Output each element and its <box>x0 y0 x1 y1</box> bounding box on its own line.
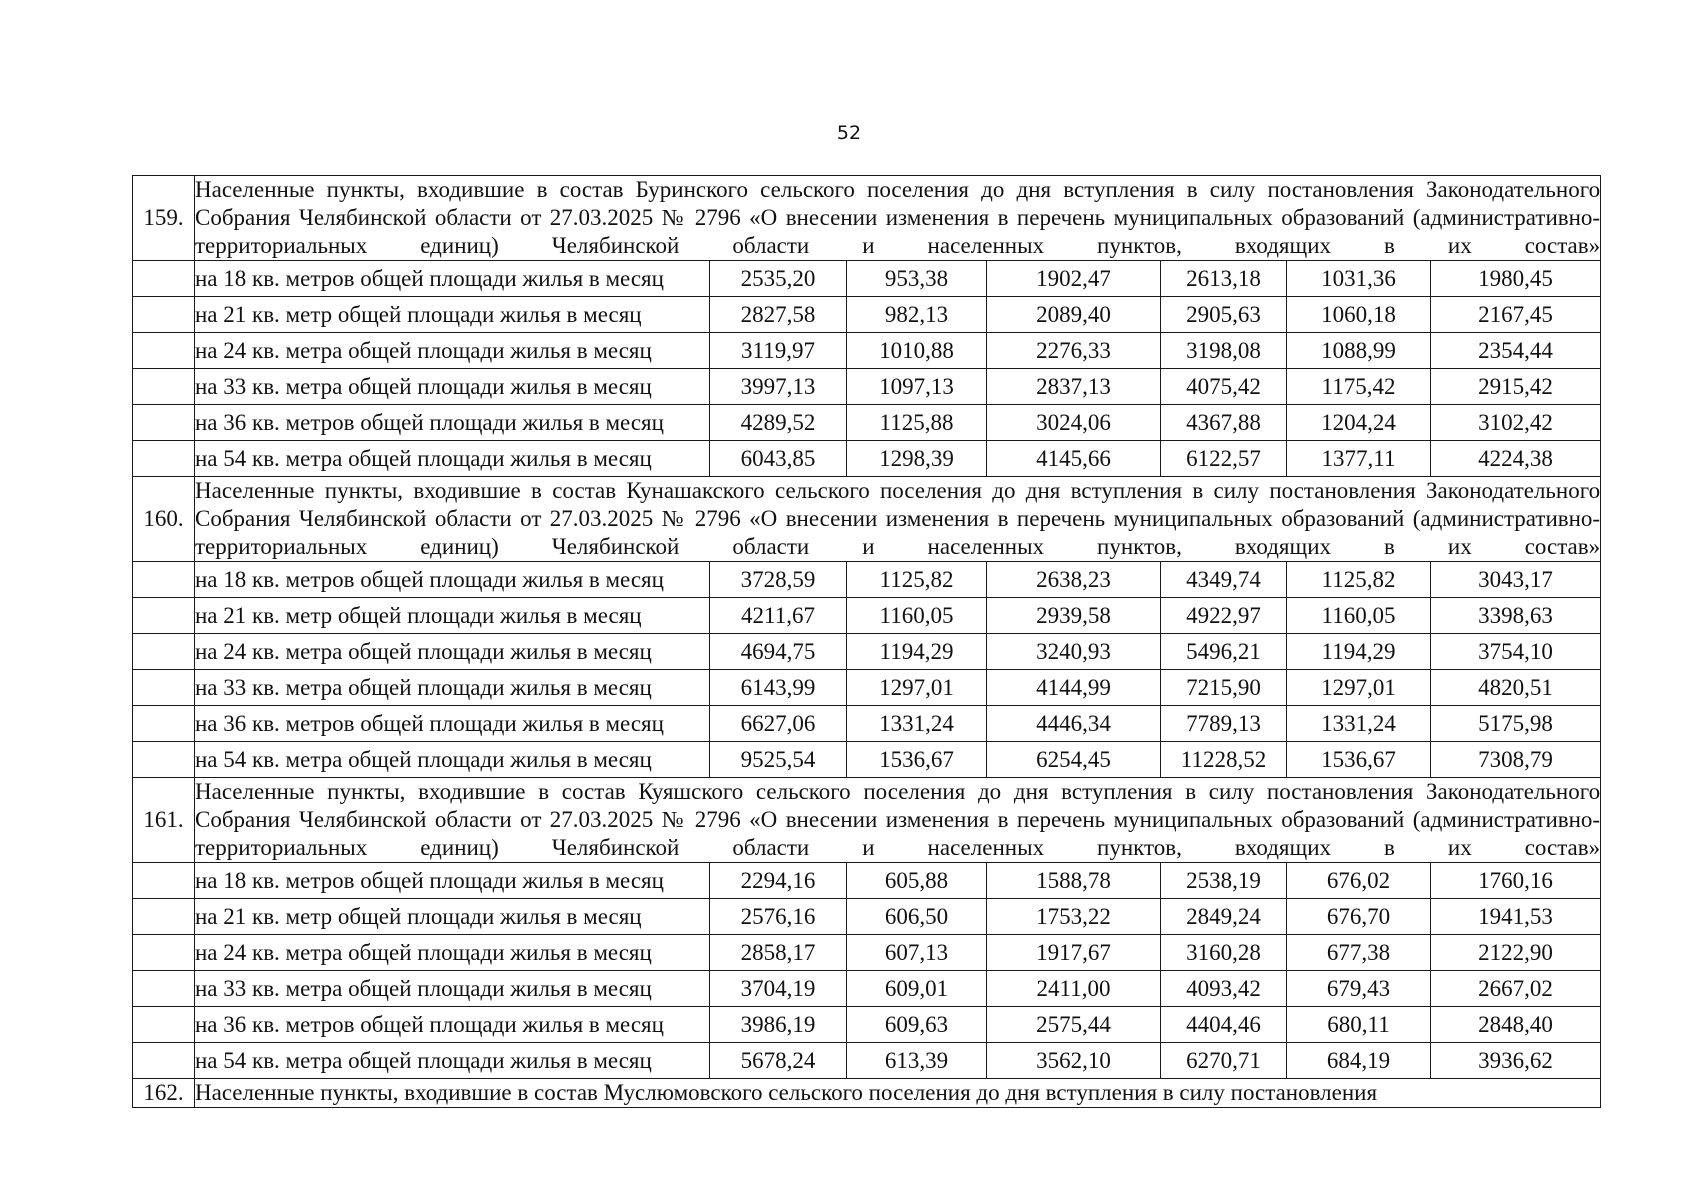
value-cell: 3986,19 <box>710 1007 847 1043</box>
value-cell: 2613,18 <box>1161 261 1287 297</box>
row-label: на 36 кв. метров общей площади жилья в месяц <box>195 1007 710 1043</box>
value-cell: 2849,24 <box>1161 899 1287 935</box>
section-heading-row <box>133 477 1601 562</box>
row-number-cell <box>133 297 195 333</box>
row-number-cell <box>133 261 195 297</box>
row-label: на 21 кв. метр общей площади жилья в месяц <box>195 297 710 333</box>
value-cell: 4093,42 <box>1161 971 1287 1007</box>
value-cell: 3043,17 <box>1431 562 1601 598</box>
value-cell: 1902,47 <box>987 261 1161 297</box>
row-number-cell <box>133 369 195 405</box>
table-row <box>133 261 1601 297</box>
value-cell: 1194,29 <box>847 634 987 670</box>
row-number-cell <box>133 899 195 935</box>
value-cell: 1297,01 <box>847 670 987 706</box>
value-cell: 3198,08 <box>1161 333 1287 369</box>
value-cell: 4446,34 <box>987 706 1161 742</box>
value-cell: 2294,16 <box>710 863 847 899</box>
value-cell: 3119,97 <box>710 333 847 369</box>
row-number-cell <box>133 562 195 598</box>
value-cell: 3398,63 <box>1431 598 1601 634</box>
value-cell: 3160,28 <box>1161 935 1287 971</box>
table-row <box>133 634 1601 670</box>
value-cell: 1980,45 <box>1431 261 1601 297</box>
value-cell: 3936,62 <box>1431 1043 1601 1079</box>
value-cell: 3240,93 <box>987 634 1161 670</box>
value-cell: 2638,23 <box>987 562 1161 598</box>
section-number: 162. <box>133 1079 195 1108</box>
value-cell: 3754,10 <box>1431 634 1601 670</box>
value-cell: 1088,99 <box>1287 333 1431 369</box>
value-cell: 2538,19 <box>1161 863 1287 899</box>
value-cell: 2575,44 <box>987 1007 1161 1043</box>
row-label: на 18 кв. метров общей площади жилья в месяц <box>195 562 710 598</box>
table-row <box>133 562 1601 598</box>
section-heading-row <box>133 778 1601 863</box>
value-cell: 2411,00 <box>987 971 1161 1007</box>
value-cell: 676,02 <box>1287 863 1431 899</box>
row-label: на 36 кв. метров общей площади жилья в месяц <box>195 405 710 441</box>
table-row <box>133 1043 1601 1079</box>
row-number-cell <box>133 971 195 1007</box>
value-cell: 4367,88 <box>1161 405 1287 441</box>
value-cell: 1097,13 <box>847 369 987 405</box>
value-cell: 3562,10 <box>987 1043 1161 1079</box>
row-number-cell <box>133 670 195 706</box>
value-cell: 1377,11 <box>1287 441 1431 477</box>
value-cell: 4289,52 <box>710 405 847 441</box>
row-number-cell <box>133 742 195 778</box>
value-cell: 2576,16 <box>710 899 847 935</box>
section-number: 160. <box>133 477 195 562</box>
value-cell: 1331,24 <box>847 706 987 742</box>
row-label: на 24 кв. метра общей площади жилья в месяц <box>195 935 710 971</box>
value-cell: 1194,29 <box>1287 634 1431 670</box>
value-cell: 4075,42 <box>1161 369 1287 405</box>
value-cell: 1125,82 <box>847 562 987 598</box>
row-label: на 24 кв. метра общей площади жилья в месяц <box>195 634 710 670</box>
value-cell: 3728,59 <box>710 562 847 598</box>
value-cell: 2089,40 <box>987 297 1161 333</box>
row-label: на 54 кв. метра общей площади жилья в месяц <box>195 1043 710 1079</box>
value-cell: 1060,18 <box>1287 297 1431 333</box>
value-cell: 1917,67 <box>987 935 1161 971</box>
value-cell: 6270,71 <box>1161 1043 1287 1079</box>
value-cell: 6627,06 <box>710 706 847 742</box>
value-cell: 2915,42 <box>1431 369 1601 405</box>
value-cell: 2535,20 <box>710 261 847 297</box>
table-row <box>133 899 1601 935</box>
value-cell: 4922,97 <box>1161 598 1287 634</box>
value-cell: 1175,42 <box>1287 369 1431 405</box>
value-cell: 609,63 <box>847 1007 987 1043</box>
section-heading: Населенные пункты, входившие в состав Буринского сельского поселения до дня вступления в силу постановления Законодательного Собрания Челябинской области от 27.03.2025 № 2796 «О внесении изменения в перечень муниципальных образований (административно-территориальных единиц) Челябинской области и населенных пунктов, входящих в их состав» <box>195 176 1601 261</box>
value-cell: 684,19 <box>1287 1043 1431 1079</box>
value-cell: 5496,21 <box>1161 634 1287 670</box>
row-label: на 24 кв. метра общей площади жилья в месяц <box>195 333 710 369</box>
value-cell: 2939,58 <box>987 598 1161 634</box>
row-label: на 54 кв. метра общей площади жилья в месяц <box>195 742 710 778</box>
value-cell: 679,43 <box>1287 971 1431 1007</box>
section-heading: Населенные пункты, входившие в состав Муслюмовского сельского поселения до дня вступления в силу постановления <box>195 1079 1601 1108</box>
table-row <box>133 670 1601 706</box>
row-label: на 21 кв. метр общей площади жилья в месяц <box>195 899 710 935</box>
value-cell: 982,13 <box>847 297 987 333</box>
value-cell: 2122,90 <box>1431 935 1601 971</box>
value-cell: 1588,78 <box>987 863 1161 899</box>
row-label: на 18 кв. метров общей площади жилья в месяц <box>195 261 710 297</box>
value-cell: 1204,24 <box>1287 405 1431 441</box>
value-cell: 613,39 <box>847 1043 987 1079</box>
row-number-cell <box>133 441 195 477</box>
section-number: 161. <box>133 778 195 863</box>
value-cell: 4145,66 <box>987 441 1161 477</box>
section-heading: Населенные пункты, входившие в состав Кунашакского сельского поселения до дня вступления в силу постановления Законодательного Собрания Челябинской области от 27.03.2025 № 2796 «О внесении изменения в перечень муниципальных образований (административно-территориальных единиц) Челябинской области и населенных пунктов, входящих в их состав» <box>195 477 1601 562</box>
value-cell: 1297,01 <box>1287 670 1431 706</box>
table-row <box>133 405 1601 441</box>
value-cell: 4404,46 <box>1161 1007 1287 1043</box>
value-cell: 7215,90 <box>1161 670 1287 706</box>
table-row <box>133 369 1601 405</box>
value-cell: 680,11 <box>1287 1007 1431 1043</box>
value-cell: 1760,16 <box>1431 863 1601 899</box>
row-label: на 33 кв. метра общей площади жилья в месяц <box>195 971 710 1007</box>
value-cell: 2858,17 <box>710 935 847 971</box>
value-cell: 1536,67 <box>1287 742 1431 778</box>
value-cell: 2848,40 <box>1431 1007 1601 1043</box>
value-cell: 2905,63 <box>1161 297 1287 333</box>
row-number-cell <box>133 333 195 369</box>
table-row <box>133 598 1601 634</box>
value-cell: 7789,13 <box>1161 706 1287 742</box>
row-label: на 54 кв. метра общей площади жилья в месяц <box>195 441 710 477</box>
value-cell: 4820,51 <box>1431 670 1601 706</box>
value-cell: 4224,38 <box>1431 441 1601 477</box>
table-row <box>133 935 1601 971</box>
value-cell: 2276,33 <box>987 333 1161 369</box>
row-label: на 36 кв. метров общей площади жилья в месяц <box>195 706 710 742</box>
row-number-cell <box>133 863 195 899</box>
value-cell: 5678,24 <box>710 1043 847 1079</box>
value-cell: 2354,44 <box>1431 333 1601 369</box>
table-row <box>133 706 1601 742</box>
tariff-table <box>132 175 1601 1108</box>
value-cell: 1160,05 <box>847 598 987 634</box>
section-heading-row <box>133 1079 1601 1108</box>
row-number-cell <box>133 935 195 971</box>
table-row <box>133 971 1601 1007</box>
value-cell: 6254,45 <box>987 742 1161 778</box>
value-cell: 953,38 <box>847 261 987 297</box>
value-cell: 2837,13 <box>987 369 1161 405</box>
section-number: 159. <box>133 176 195 261</box>
row-number-cell <box>133 598 195 634</box>
row-number-cell <box>133 405 195 441</box>
section-heading-row <box>133 176 1601 261</box>
value-cell: 607,13 <box>847 935 987 971</box>
value-cell: 4144,99 <box>987 670 1161 706</box>
value-cell: 1753,22 <box>987 899 1161 935</box>
value-cell: 606,50 <box>847 899 987 935</box>
value-cell: 1160,05 <box>1287 598 1431 634</box>
value-cell: 1010,88 <box>847 333 987 369</box>
value-cell: 1031,36 <box>1287 261 1431 297</box>
value-cell: 5175,98 <box>1431 706 1601 742</box>
value-cell: 11228,52 <box>1161 742 1287 778</box>
table-row <box>133 863 1601 899</box>
row-label: на 33 кв. метра общей площади жилья в месяц <box>195 369 710 405</box>
table-row <box>133 441 1601 477</box>
row-number-cell <box>133 634 195 670</box>
value-cell: 4349,74 <box>1161 562 1287 598</box>
row-number-cell <box>133 706 195 742</box>
table-row <box>133 1007 1601 1043</box>
value-cell: 9525,54 <box>710 742 847 778</box>
table-row <box>133 333 1601 369</box>
value-cell: 3997,13 <box>710 369 847 405</box>
value-cell: 2167,45 <box>1431 297 1601 333</box>
row-label: на 21 кв. метр общей площади жилья в месяц <box>195 598 710 634</box>
value-cell: 1125,88 <box>847 405 987 441</box>
value-cell: 3704,19 <box>710 971 847 1007</box>
section-heading: Населенные пункты, входившие в состав Куяшского сельского поселения до дня вступления в силу постановления Законодательного Собрания Челябинской области от 27.03.2025 № 2796 «О внесении изменения в перечень муниципальных образований (административно-территориальных единиц) Челябинской области и населенных пунктов, входящих в их состав» <box>195 778 1601 863</box>
value-cell: 676,70 <box>1287 899 1431 935</box>
value-cell: 7308,79 <box>1431 742 1601 778</box>
value-cell: 2667,02 <box>1431 971 1601 1007</box>
value-cell: 2827,58 <box>710 297 847 333</box>
page-number: 52 <box>836 122 862 144</box>
value-cell: 4694,75 <box>710 634 847 670</box>
value-cell: 6143,99 <box>710 670 847 706</box>
table-row <box>133 742 1601 778</box>
value-cell: 3024,06 <box>987 405 1161 441</box>
row-label: на 18 кв. метров общей площади жилья в месяц <box>195 863 710 899</box>
row-number-cell <box>133 1043 195 1079</box>
value-cell: 6043,85 <box>710 441 847 477</box>
value-cell: 1536,67 <box>847 742 987 778</box>
value-cell: 605,88 <box>847 863 987 899</box>
value-cell: 1941,53 <box>1431 899 1601 935</box>
value-cell: 1125,82 <box>1287 562 1431 598</box>
value-cell: 677,38 <box>1287 935 1431 971</box>
value-cell: 609,01 <box>847 971 987 1007</box>
value-cell: 1331,24 <box>1287 706 1431 742</box>
value-cell: 4211,67 <box>710 598 847 634</box>
value-cell: 6122,57 <box>1161 441 1287 477</box>
value-cell: 3102,42 <box>1431 405 1601 441</box>
table-row <box>133 297 1601 333</box>
value-cell: 1298,39 <box>847 441 987 477</box>
row-number-cell <box>133 1007 195 1043</box>
row-label: на 33 кв. метра общей площади жилья в месяц <box>195 670 710 706</box>
